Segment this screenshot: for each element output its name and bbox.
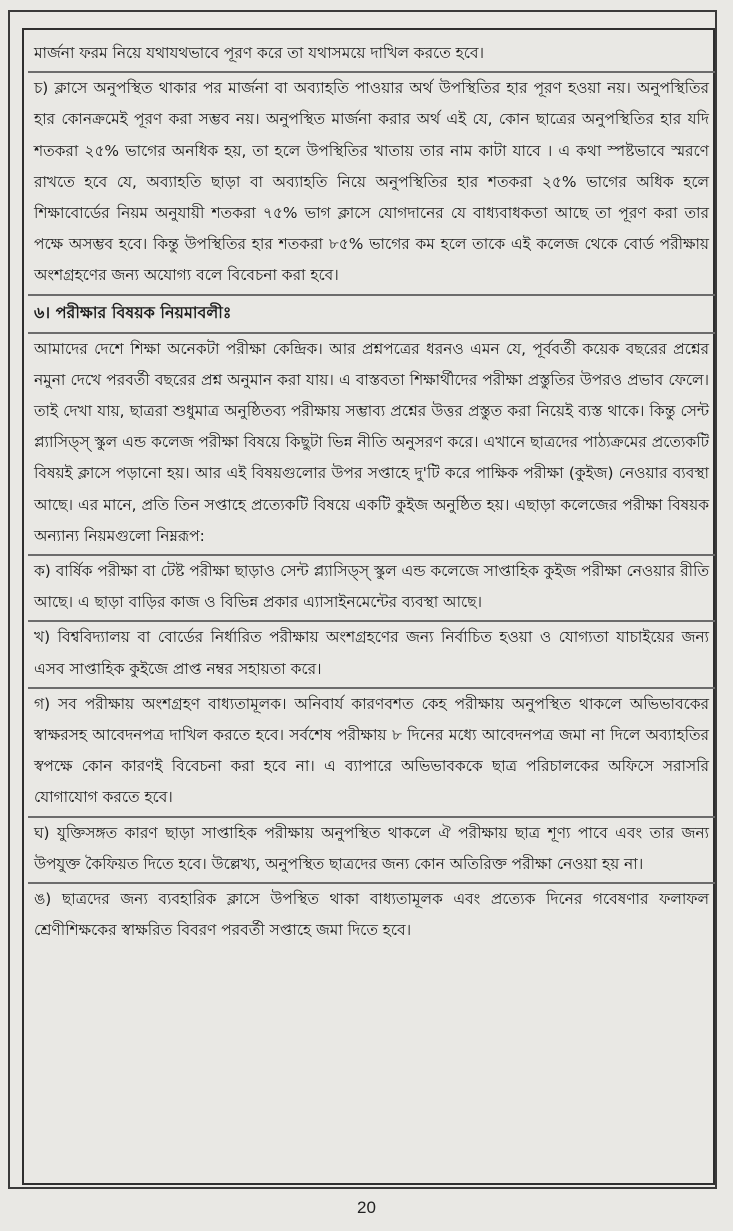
paragraph-kha: খ) বিশ্ববিদ্যালয় বা বোর্ডের নির্ধারিত পরীক্ষায় অংশগ্রহণের জন্য নির্বাচিত হওয়া ও যোগ্যতা যাচাইয়ের জন্য এসব সাপ্তাহিক কুইজে প্রাপ্ত নম্বর সহায়তা করে।	[34, 628, 709, 678]
page-content	[34, 38, 709, 946]
section-heading: ৬। পরীক্ষার বিষয়ক নিয়মাবলীঃ	[34, 302, 232, 322]
paragraph-ka: ক) বার্ষিক পরীক্ষা বা টেষ্ট পরীক্ষা ছাড়াও সেন্ট প্ল্যাসিড্স্ স্কুল এন্ড কলেজে সাপ্তাহিক কুইজ পরীক্ষা নেওয়ার রীতি আছে। এ ছাড়া বাড়ির কাজ ও বিভিন্ন প্রকার এ্যাসাইনমেন্টের ব্যবস্থা আছে।	[34, 562, 709, 612]
paragraph-cha: চ) ক্লাসে অনুপস্থিত থাকার পর মার্জনা বা অব্যাহতি পাওয়ার অর্থ উপস্থিতির হার পূরণ হওয়া নয়। অনুপস্থিতির হার কোনক্রমেই পূরণ করা সম্ভব নয়। অনুপস্থিত মার্জনা করার অর্থ এই যে, কোন ছাত্রের অনুপস্থিতির হার যদি শতকরা ২৫% ভাগের অনধিক হয়, তা হলে উপস্থিতির খাতায় তার নাম কাটা যাবে । এ কথা স্পষ্টভাবে স্মরণে রাখতে হবে যে, অব্যাহতি ছাড়া বা অব্যাহতি নিয়ে অনুপস্থিতির হার শতকরা ২৫% ভাগের অধিক হলে শিক্ষাবোর্ডের নিয়ম অনুযায়ী শতকরা ৭৫% ভাগ ক্লাসে যোগদানের যে বাধ্যবাধকতা আছে তা পূরণ করা তার পক্ষে অসম্ভব হবে। কিন্তু উপস্থিতির হার শতকরা ৮৫% ভাগের কম হলে তাকে এই কলেজ থেকে বোর্ড পরীক্ষায় অংশগ্রহণের জন্য অযোগ্য বলে বিবেচনা করা হবে।	[34, 79, 709, 285]
page-number: 20	[357, 1198, 376, 1217]
paragraph-intro: আমাদের দেশে শিক্ষা অনেকটা পরীক্ষা কেন্দ্রিক। আর প্রশ্নপত্রের ধরনও এমন যে, পূর্ববর্তী কয়েক বছরের প্রশ্নের নমুনা দেখে পরবর্তী বছরের প্রশ্ন অনুমান করা যায়। এ বাস্তবতা শিক্ষার্থীদের পরীক্ষা প্রস্তুতির উপরও প্রভাব ফেলে। তাই দেখা যায়, ছাত্ররা শুধুমাত্র অনুষ্ঠিতব্য পরীক্ষায় সম্ভাব্য প্রশ্নের উত্তর প্রস্তুত করা নিয়েই ব্যস্ত থাকে। কিন্তু সেন্ট প্ল্যাসিড্স্ স্কুল এন্ড কলেজ পরীক্ষা বিষয়ে কিছুটা ভিন্ন নীতি অনুসরণ করে। এখানে ছাত্রদের পাঠ্যক্রমের প্রত্যেকটি বিষয়ই ক্লাসে পড়ানো হয়। আর এই বিষয়গুলোর উপর সপ্তাহে দু'টি করে পাক্ষিক পরীক্ষা (কুইজ) নেওয়ার ব্যবস্থা আছে। এর মানে, প্রতি তিন সপ্তাহে প্রত্যেকটি বিষয়ে একটি কুইজ অনুষ্ঠিত হয়। এছাড়া কলেজের পরীক্ষা বিষয়ক অন্যান্য নিয়মগুলো নিম্নরূপ:	[34, 339, 709, 545]
paragraph-gha: ঘ) যুক্তিসঙ্গত কারণ ছাড়া সাপ্তাহিক পরীক্ষায় অনুপস্থিত থাকলে ঐ পরীক্ষায় ছাত্র শূণ্য পাবে এবং তার জন্য উপযুক্ত কৈফিয়ত দিতে হবে। উল্লেখ্য, অনুপস্থিত ছাত্রদের জন্য কোন অতিরিক্ত পরীক্ষা নেওয়া হয় না।	[34, 823, 709, 873]
paragraph-continuation: মার্জনা ফরম নিয়ে যথাযথভাবে পূরণ করে তা যথাসময়ে দাখিল করতে হবে।	[34, 44, 484, 62]
paragraph-uma: ঙ) ছাত্রদের জন্য ব্যবহারিক ক্লাসে উপস্থিত থাকা বাধ্যতামূলক এবং প্রত্যেক দিনের গবেষণার ফলাফল শ্রেণীশিক্ষকের স্বাক্ষরিত বিবরণ পরবর্তী সপ্তাহে জমা দিতে হবে।	[34, 890, 709, 940]
paragraph-ga: গ) সব পরীক্ষায় অংশগ্রহণ বাধ্যতামূলক। অনিবার্য কারণবশত কেহ পরীক্ষায় অনুপস্থিত থাকলে অভিভাবকের স্বাক্ষরসহ আবেদনপত্র দাখিল করতে হবে। সর্বশেষ পরীক্ষায় ৮ দিনের মধ্যে আবেদনপত্র জমা না দিলে অব্যাহতির স্বপক্ষে কোন কারণই বিবেচনা করা হবে না। এ ব্যাপারে অভিভাবককে ছাত্র পরিচালকের অফিসে সরাসরি যোগাযোগ করতে হবে।	[34, 694, 709, 807]
